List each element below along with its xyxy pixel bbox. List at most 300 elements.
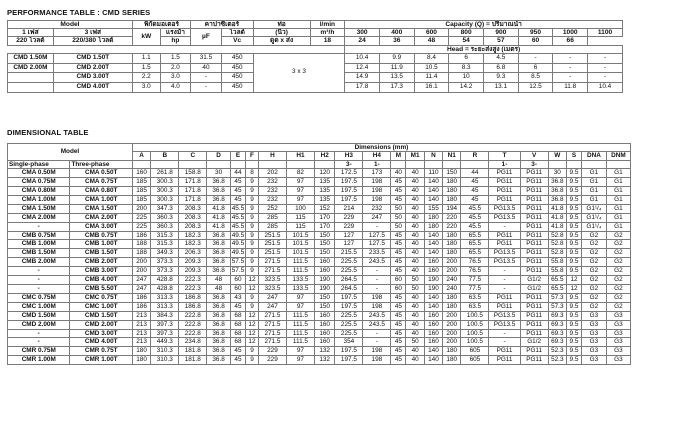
dim-value-cell: 182.3	[179, 240, 207, 249]
dim-value-cell: G2	[582, 258, 607, 267]
dim-col-header: E	[230, 152, 245, 160]
dim-col-header: D	[207, 152, 231, 160]
dim-value-cell: G2	[582, 267, 607, 276]
dim-value-cell: 173	[363, 169, 391, 178]
dim-value-cell: 180	[424, 222, 442, 231]
perf-head-cell: 8.3	[449, 63, 484, 73]
dim-value-cell: 40	[406, 311, 424, 320]
perf-head-cell: -	[518, 53, 553, 63]
dim-value-cell: 605	[461, 356, 489, 365]
dim-col-header: DNA	[582, 152, 607, 160]
dim-value-cell: 185	[132, 178, 150, 187]
dim-value-cell: 160	[314, 338, 334, 347]
dim-value-cell: 60	[230, 285, 245, 294]
dim-value-cell: 9	[246, 178, 259, 187]
dim-model-cell: CMB 0.75T	[70, 231, 132, 240]
dim-value-cell: 397.3	[151, 320, 179, 329]
dim-value-cell: 12	[566, 285, 581, 294]
dim-model-cell: CMC 1.00M	[8, 302, 70, 311]
perf-vc-cell: 450	[221, 63, 253, 73]
dim-value-cell: 9.5	[566, 258, 581, 267]
dim-value-cell: 133.5	[286, 276, 314, 285]
dim-value-cell: 36.8	[548, 187, 566, 196]
dim-value-cell: 9	[246, 356, 259, 365]
dim-value-cell: 247	[363, 213, 391, 222]
dim-value-cell: PG11	[520, 293, 548, 302]
dim-value-cell: 170	[314, 213, 334, 222]
perf-model-3phase: CMD 4.00T	[53, 82, 132, 92]
dim-value-cell: 41.8	[548, 204, 566, 213]
dim-value-cell: -	[363, 276, 391, 285]
perf-hp-cell: 1.5	[160, 53, 191, 63]
dim-value-cell: 45	[461, 187, 489, 196]
dim-col-mark: 3-	[335, 160, 363, 168]
dim-value-cell: 180	[132, 347, 150, 356]
dim-value-cell: 45	[391, 178, 406, 187]
perf-uf-header: µF	[191, 29, 222, 45]
dim-col-mark	[391, 160, 406, 168]
perf-head-cell: 6	[518, 63, 553, 73]
dim-value-cell: 9.5	[566, 267, 581, 276]
dim-value-cell: PG11	[520, 249, 548, 258]
dim-value-cell: 45	[391, 258, 406, 267]
performance-table	[7, 20, 623, 93]
dim-model-cell: CMB 2.00T	[70, 258, 132, 267]
dim-value-cell: 50	[406, 285, 424, 294]
perf-hp-header: hp	[160, 37, 191, 45]
dim-model-cell: CMA 1.50T	[70, 204, 132, 213]
dim-value-cell: 115	[286, 222, 314, 231]
dim-value-cell: 45	[391, 187, 406, 196]
dim-model-cell: CMR 0.75M	[8, 347, 70, 356]
dim-value-cell: 111.5	[286, 267, 314, 276]
dim-value-cell: 12	[246, 311, 259, 320]
dim-value-cell: 150	[314, 231, 334, 240]
dim-value-cell: PG11	[489, 302, 520, 311]
dim-value-cell: 12	[566, 276, 581, 285]
dim-value-cell: 100.5	[461, 320, 489, 329]
dim-value-cell: 206.3	[179, 249, 207, 258]
dim-value-cell: 180	[443, 187, 461, 196]
dim-row	[8, 267, 631, 276]
dim-row	[8, 204, 631, 213]
perf-m3h-value: 60	[518, 37, 553, 45]
dim-value-cell: 9.5	[566, 347, 581, 356]
dim-value-cell: PG11	[489, 178, 520, 187]
dim-value-cell: 36.8	[207, 302, 231, 311]
dim-value-cell: 45	[461, 178, 489, 187]
dim-value-cell: 150	[443, 169, 461, 178]
dim-value-cell: 9	[246, 258, 259, 267]
perf-phase3-header: 3 เฟส	[53, 29, 132, 37]
dim-value-cell: 170	[314, 222, 334, 231]
perf-phase1-header: 1 เฟส	[8, 29, 54, 37]
dim-value-cell: 36.8	[207, 347, 231, 356]
perf-lmin-value: 1100	[588, 29, 623, 37]
perf-head-cell: -	[553, 63, 588, 73]
dim-col-header: H1	[286, 152, 314, 160]
dim-value-cell: G3	[582, 356, 607, 365]
dim-value-cell: 50	[391, 213, 406, 222]
dim-model-cell: CMA 1.00T	[70, 195, 132, 204]
dim-model-cell: -	[8, 222, 70, 231]
dim-value-cell: 208.3	[179, 213, 207, 222]
dim-value-cell: 65.5	[461, 249, 489, 258]
dim-value-cell: G1	[606, 187, 630, 196]
dim-value-cell: 36.8	[207, 258, 231, 267]
dim-value-cell: 208.3	[179, 222, 207, 231]
dim-value-cell: 190	[314, 285, 334, 294]
dim-col-header: N	[424, 152, 442, 160]
dim-value-cell: 182.3	[179, 231, 207, 240]
dim-row	[8, 356, 631, 365]
dim-value-cell: PG11	[489, 240, 520, 249]
dim-value-cell: 200	[443, 338, 461, 347]
dim-value-cell: 160	[132, 169, 150, 178]
dim-value-cell: 45.5	[231, 222, 245, 230]
dim-value-cell: 232	[258, 187, 286, 196]
dim-value-cell: 186	[132, 293, 150, 302]
dim-value-cell: 180	[443, 293, 461, 302]
dim-value-cell: 49.5	[231, 249, 245, 257]
dim-col-header: T	[489, 152, 520, 160]
dim-value-cell: 40	[406, 240, 424, 249]
dim-value-cell: 214	[335, 204, 363, 213]
perf-vc-cell: 450	[221, 53, 253, 63]
dim-value-cell: 68	[230, 320, 245, 329]
dim-col-mark: 3-	[520, 160, 548, 168]
dim-header-row-3	[8, 160, 631, 168]
perf-uf-cell: -	[191, 73, 222, 83]
perf-model-header: Model	[8, 21, 133, 29]
dim-value-cell: G1	[606, 169, 630, 178]
dim-value-cell: -	[489, 276, 520, 285]
dim-value-cell: 36.8	[207, 311, 231, 320]
dim-value-cell: 45	[230, 187, 245, 196]
dim-model-cell: CMB 1.50T	[70, 249, 132, 258]
dim-value-cell: 9	[246, 240, 259, 249]
dim-value-cell: G2	[582, 302, 607, 311]
dim-value-cell: 9.5	[566, 320, 581, 329]
perf-head-cell: 6.8	[483, 63, 518, 73]
dim-col-mark	[132, 160, 150, 168]
dim-col-header: M	[391, 152, 406, 160]
dim-value-cell: PG11	[520, 213, 548, 222]
perf-volt-header: โวลต์	[221, 29, 253, 37]
dim-value-cell: 97	[286, 195, 314, 204]
dim-value-cell: 60	[391, 276, 406, 285]
dim-value-cell: 198	[363, 195, 391, 204]
dim-value-cell: PG11	[520, 320, 548, 329]
dim-value-cell: 40	[391, 169, 406, 178]
perf-head-cell: 17.3	[379, 82, 414, 92]
dim-model-cell: CMD 2.00T	[70, 320, 132, 329]
dim-value-cell: 9	[246, 302, 259, 311]
dim-value-cell: 45.5	[231, 213, 245, 221]
dim-value-cell: 69.3	[548, 338, 566, 347]
dim-value-cell: 76.5	[461, 267, 489, 276]
dim-value-cell: 127.5	[363, 240, 391, 249]
dim-value-cell: 198	[363, 293, 391, 302]
dim-value-cell: 160	[424, 267, 442, 276]
dim-value-cell: 9	[246, 204, 259, 213]
dim-value-cell: 127	[335, 231, 363, 240]
dim-value-cell: G2	[606, 285, 630, 294]
dim-value-cell: 97	[286, 178, 314, 187]
dim-value-cell: G1	[606, 213, 630, 222]
dim-value-cell: 225.5	[335, 329, 363, 338]
dim-value-cell: 213	[132, 320, 150, 329]
dim-value-cell: PG13.5	[489, 258, 520, 267]
dim-value-cell: 132	[314, 356, 334, 365]
dim-col-mark: 1-	[489, 160, 520, 168]
dim-value-cell: 133.5	[286, 285, 314, 294]
dim-value-cell: 101.5	[286, 231, 314, 240]
dim-value-cell: G3	[606, 329, 630, 338]
perf-pipe-header: ท่อ	[253, 21, 310, 29]
perf-header-row-1	[8, 21, 623, 29]
dim-value-cell: 45.5	[461, 213, 489, 222]
dim-value-cell: 97	[286, 356, 314, 365]
dim-value-cell: 180	[443, 231, 461, 240]
dim-value-cell: 243.5	[363, 258, 391, 267]
dimensional-table	[7, 143, 631, 365]
perf-pipe-unit: (นิ้ว)	[253, 29, 310, 37]
dim-value-cell: G1	[582, 178, 607, 187]
perf-vc-cell: 450	[221, 73, 253, 83]
dim-value-cell: -	[363, 329, 391, 338]
dim-value-cell: 310.3	[151, 347, 179, 356]
perf-head-cell: -	[588, 63, 623, 73]
dim-value-cell: G1/2	[520, 338, 548, 347]
dim-value-cell: 44	[230, 169, 245, 178]
dim-model-cell: CMR 0.75T	[70, 347, 132, 356]
dim-value-cell: PG11	[489, 195, 520, 204]
dim-value-cell: 140	[424, 302, 442, 311]
dim-col-header: M1	[406, 152, 424, 160]
dim-model-cell: CMA 2.00M	[8, 213, 70, 222]
dim-value-cell: 45	[391, 249, 406, 258]
perf-head-cell: 9.3	[483, 73, 518, 83]
dim-value-cell: 181.8	[179, 347, 207, 356]
dim-value-cell: G1	[582, 187, 607, 196]
dim-value-cell: 48	[207, 285, 231, 294]
dim-value-cell: 69.3	[548, 311, 566, 320]
dim-value-cell: 40	[406, 213, 424, 222]
dim-value-cell: 300.3	[151, 195, 179, 204]
dim-value-cell: PG11	[520, 356, 548, 365]
dim-value-cell: 251.5	[258, 249, 286, 258]
dim-row	[8, 285, 631, 294]
perf-head-cell: 6	[449, 53, 484, 63]
dim-value-cell: 140	[424, 240, 442, 249]
dim-value-cell: 188	[132, 240, 150, 249]
dim-value-cell: PG11	[520, 258, 548, 267]
dim-row	[8, 240, 631, 249]
dim-model-cell: CMD 3.00T	[70, 329, 132, 338]
dim-value-cell: 9.5	[566, 231, 581, 240]
dim-value-cell: 186	[132, 231, 150, 240]
dim-value-cell: 135	[314, 187, 334, 196]
perf-pipe-sub: ดูด x ส่ง	[253, 37, 310, 45]
dim-value-cell: G3	[582, 320, 607, 329]
dim-col-mark	[424, 160, 442, 168]
perf-m3h-value: 24	[345, 37, 380, 45]
dim-col-mark	[582, 160, 607, 168]
perf-uf-cell: 31.5	[191, 53, 222, 63]
perf-model-1phase	[8, 73, 54, 83]
dim-value-cell: PG11	[520, 204, 548, 213]
dim-value-cell: G3	[606, 311, 630, 320]
dim-value-cell: 605	[461, 347, 489, 356]
dim-value-cell: 48	[207, 276, 231, 285]
dim-col-header: A	[132, 152, 150, 160]
dim-value-cell: 9.5	[566, 178, 581, 187]
dim-value-cell: PG11	[489, 293, 520, 302]
dim-value-cell: 43	[230, 293, 245, 302]
dim-value-cell: G3	[582, 338, 607, 347]
dim-col-mark	[258, 160, 286, 168]
dim-row	[8, 338, 631, 347]
perf-head-row	[8, 45, 623, 53]
dim-value-cell: 40	[406, 347, 424, 356]
dim-value-cell: 197.5	[335, 356, 363, 365]
dim-value-cell: 76.5	[461, 258, 489, 267]
dim-value-cell: G3	[606, 320, 630, 329]
dim-row	[8, 258, 631, 267]
dim-value-cell: 200	[443, 311, 461, 320]
dim-value-cell: 40	[406, 187, 424, 196]
dim-value-cell: 50	[391, 222, 406, 231]
dim-row	[8, 320, 631, 329]
dim-value-cell: 150	[314, 240, 334, 249]
dim-value-cell: PG13.5	[489, 213, 520, 222]
dim-value-cell: 232	[258, 195, 286, 204]
dim-model-cell: CMA 0.50T	[70, 169, 132, 178]
dim-value-cell: 97	[286, 302, 314, 311]
dim-value-cell: 45	[230, 302, 245, 311]
dim-value-cell: 225	[132, 213, 150, 222]
dim-col-mark	[461, 160, 489, 168]
dim-value-cell: 45	[391, 347, 406, 356]
perf-head-cell: 17.8	[345, 82, 380, 92]
dim-value-cell: 12	[246, 285, 259, 294]
perf-capacity-header: Capacity (Q) = ปริมาณน้ำ	[345, 21, 623, 29]
dim-value-cell: G2	[606, 240, 630, 249]
dim-value-cell: 52.8	[548, 249, 566, 258]
dim-value-cell: 40	[406, 293, 424, 302]
dim-value-cell: G3	[582, 329, 607, 338]
dim-value-cell: 160	[424, 258, 442, 267]
dim-value-cell: 100.5	[461, 338, 489, 347]
dim-value-cell: 181.8	[179, 356, 207, 365]
perf-head-cell: 8.5	[518, 73, 553, 83]
dim-value-cell: 30	[548, 169, 566, 178]
dim-value-cell: -	[363, 338, 391, 347]
dim-value-cell: 41.8	[548, 213, 566, 222]
dim-value-cell: 45	[391, 302, 406, 311]
dim-value-cell: G2	[606, 249, 630, 258]
dim-value-cell: 197.5	[335, 178, 363, 187]
dim-value-cell: 140	[424, 356, 442, 365]
dim-value-cell: 247	[258, 293, 286, 302]
dim-value-cell: 243.5	[363, 311, 391, 320]
dim-value-cell: 190	[424, 276, 442, 285]
dim-value-cell: 65.5	[548, 285, 566, 294]
dim-value-cell: PG13.5	[489, 249, 520, 258]
dim-value-cell: 40	[406, 302, 424, 311]
dim-value-cell: 261.8	[151, 169, 179, 178]
dim-value-cell: 135	[314, 178, 334, 187]
dim-value-cell: 360.3	[151, 213, 179, 222]
dim-row	[8, 302, 631, 311]
perf-head-cell: 9.9	[379, 53, 414, 63]
dim-value-cell: 9.5	[566, 249, 581, 258]
dim-value-cell: 68	[230, 311, 245, 320]
dim-value-cell: 30	[207, 169, 231, 178]
dim-value-cell: 97	[286, 347, 314, 356]
dim-row	[8, 311, 631, 320]
perf-head-cell: 16.1	[414, 82, 449, 92]
dim-value-cell: 197.5	[335, 302, 363, 311]
dim-row	[8, 329, 631, 338]
dim-col-header: S	[566, 152, 581, 160]
dim-value-cell: PG11	[520, 178, 548, 187]
dim-value-cell: 271.5	[258, 311, 286, 320]
dim-value-cell: 140	[424, 231, 442, 240]
dim-value-cell: 360.3	[151, 222, 179, 231]
dim-value-cell: 12	[246, 329, 259, 338]
dim-value-cell: 186	[132, 302, 150, 311]
dim-value-cell: 229	[258, 356, 286, 365]
perf-head-cell: -	[553, 53, 588, 63]
dim-value-cell: 41.8	[207, 213, 231, 222]
dim-model-cell: CMB 2.00M	[8, 258, 70, 267]
dim-value-cell: -	[489, 329, 520, 338]
dim-value-cell: 40	[406, 195, 424, 204]
dim-value-cell: G2	[582, 285, 607, 294]
dim-row	[8, 249, 631, 258]
dim-value-cell: 171.8	[179, 178, 207, 187]
dim-value-cell: 9	[246, 195, 259, 204]
dim-value-cell: 49.5	[231, 231, 245, 239]
dim-value-cell: PG11	[489, 231, 520, 240]
dim-dimensions-header: Dimensions (mm)	[132, 144, 630, 152]
dim-value-cell: 213	[132, 311, 150, 320]
perf-header-row-2	[8, 29, 623, 37]
dim-model-cell: CMB 1.00T	[70, 240, 132, 249]
perf-hp-cell: 4.0	[160, 82, 191, 92]
dim-value-cell: 200	[443, 329, 461, 338]
dim-value-cell: 40	[406, 169, 424, 178]
dim-row	[8, 293, 631, 302]
dim-value-cell: 197.5	[335, 347, 363, 356]
dim-col-header: H2	[314, 152, 334, 160]
dim-value-cell: 197.5	[335, 187, 363, 196]
dim-value-cell: 40	[406, 222, 424, 231]
dim-value-cell: 158.8	[179, 169, 207, 178]
dim-col-header: V	[520, 152, 548, 160]
dim-value-cell: 251.5	[258, 231, 286, 240]
dim-value-cell: 101.5	[286, 240, 314, 249]
dim-model-cell: CMA 0.80M	[8, 187, 70, 196]
dim-value-cell: 45	[391, 338, 406, 347]
dim-value-cell: 40	[406, 249, 424, 258]
dim-value-cell: 9.5	[566, 169, 581, 178]
dim-col-mark	[286, 160, 314, 168]
dim-value-cell: 397.3	[151, 329, 179, 338]
dim-col-header: B	[151, 152, 179, 160]
